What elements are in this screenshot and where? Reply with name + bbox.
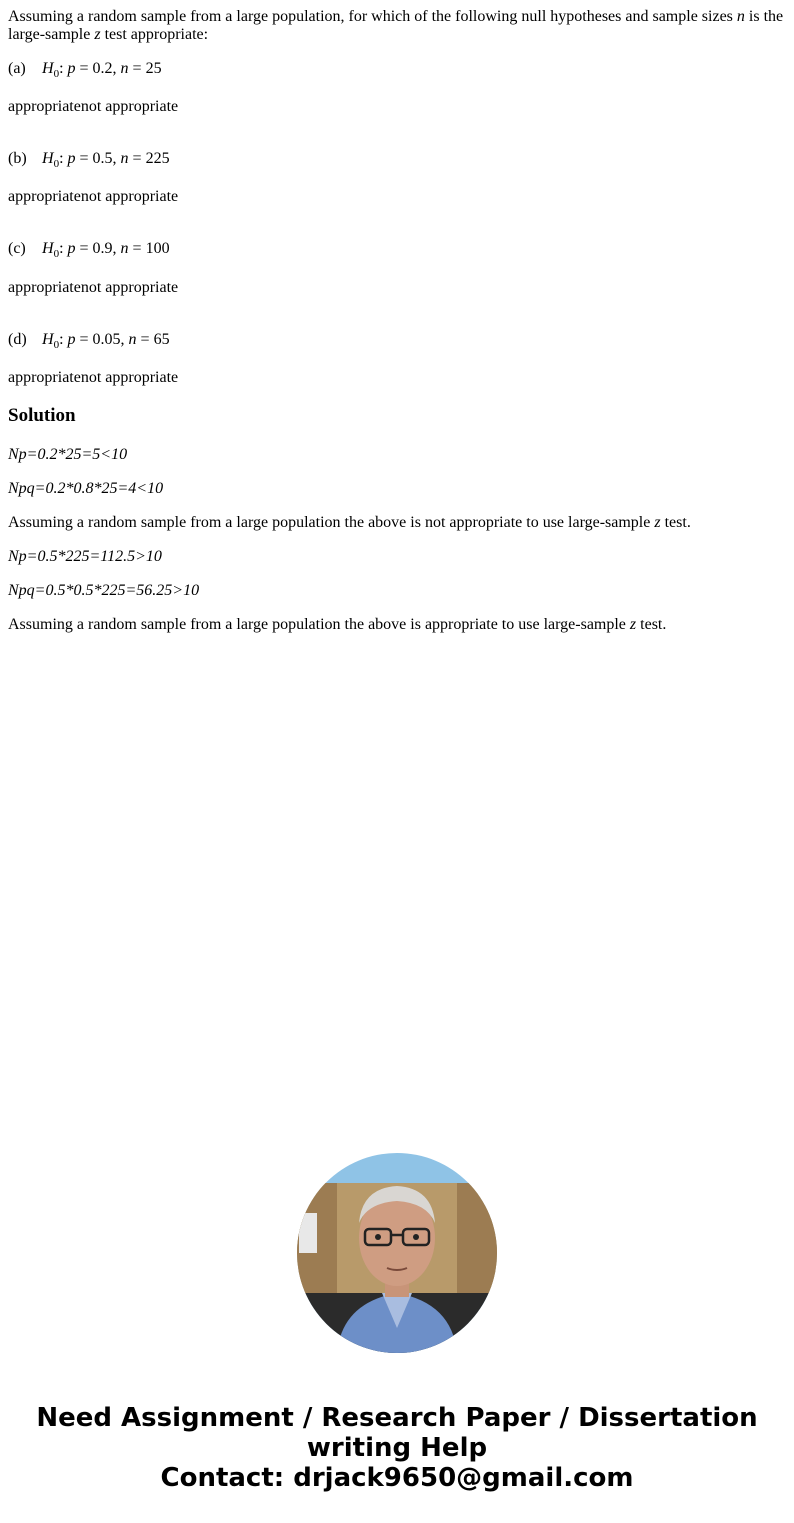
question-intro (8, 8, 788, 44)
colon: : (59, 150, 68, 167)
p-value: = 0.2, (75, 60, 121, 77)
conclusion-b (8, 616, 666, 634)
p-value: = 0.5, (75, 150, 121, 167)
intro-text-mid: is the large-sample (8, 8, 784, 43)
n-symbol: n (120, 60, 129, 77)
conclusion-text-end: test. (660, 514, 691, 531)
intro-text-end: test appropriate: (100, 26, 209, 43)
portrait-image (297, 1153, 497, 1353)
calc-np-b: Np=0.5*225=112.5>10 (8, 548, 162, 565)
z-symbol: z (654, 514, 661, 531)
p-symbol: p (67, 150, 76, 167)
calc-npq-a: Npq=0.2*0.8*25=4<10 (8, 480, 164, 497)
p-symbol: p (67, 331, 76, 348)
colon: : (59, 240, 68, 257)
h-symbol: H (42, 240, 54, 257)
p-symbol: p (67, 240, 76, 257)
intro-n: n (736, 8, 745, 25)
p-value: = 0.05, (75, 331, 129, 348)
conclusion-text-end: test. (636, 616, 667, 633)
calc-np-a: Np=0.2*25=5<10 (8, 446, 128, 463)
p-value: = 0.9, (75, 240, 121, 257)
n-symbol: n (128, 331, 137, 348)
footer-contact-email[interactable]: Contact: drjack9650@gmail.com (160, 1463, 634, 1493)
part-b-options[interactable]: appropriatenot appropriate (8, 188, 179, 205)
part-d-hypothesis (8, 331, 170, 349)
part-a-options[interactable]: appropriatenot appropriate (8, 98, 179, 115)
conclusion-a (8, 514, 691, 532)
part-b-hypothesis (8, 150, 170, 168)
n-value: = 65 (136, 331, 170, 348)
part-label: (b) (8, 150, 27, 167)
h-subscript: 0 (53, 158, 60, 170)
n-symbol: n (120, 240, 129, 257)
h-subscript: 0 (53, 339, 60, 351)
n-value: = 225 (128, 150, 170, 167)
part-label: (c) (8, 240, 26, 257)
part-label: (d) (8, 331, 27, 348)
n-value: = 25 (128, 60, 162, 77)
h-subscript: 0 (53, 68, 60, 80)
h-symbol: H (42, 150, 54, 167)
footer-line-2: writing Help (306, 1433, 488, 1463)
n-symbol: n (120, 150, 129, 167)
intro-text: Assuming a random sample from a large population, for which of the following null hypotheses and sample sizes (8, 8, 737, 25)
h-symbol: H (42, 60, 54, 77)
n-value: = 100 (128, 240, 170, 257)
calc-npq-b: Npq=0.5*0.5*225=56.25>10 (8, 582, 200, 599)
colon: : (59, 331, 68, 348)
conclusion-text: Assuming a random sample from a large population the above is appropriate to use large-sample (8, 616, 630, 633)
h-subscript: 0 (53, 248, 60, 260)
author-photo (297, 1153, 497, 1353)
p-symbol: p (67, 60, 76, 77)
contact-footer (0, 1403, 794, 1493)
part-label: (a) (8, 60, 26, 77)
solution-heading: Solution (8, 405, 76, 426)
part-c-options[interactable]: appropriatenot appropriate (8, 279, 179, 296)
colon: : (59, 60, 68, 77)
intro-z: z (94, 26, 101, 43)
part-d-options[interactable]: appropriatenot appropriate (8, 369, 179, 386)
part-c-hypothesis (8, 240, 170, 258)
z-symbol: z (629, 616, 637, 633)
part-a-hypothesis (8, 60, 162, 78)
h-symbol: H (42, 331, 54, 348)
conclusion-text: Assuming a random sample from a large population the above is not appropriate to use large-sample (8, 514, 655, 531)
footer-line-1: Need Assignment / Research Paper / Dissertation (36, 1403, 758, 1433)
